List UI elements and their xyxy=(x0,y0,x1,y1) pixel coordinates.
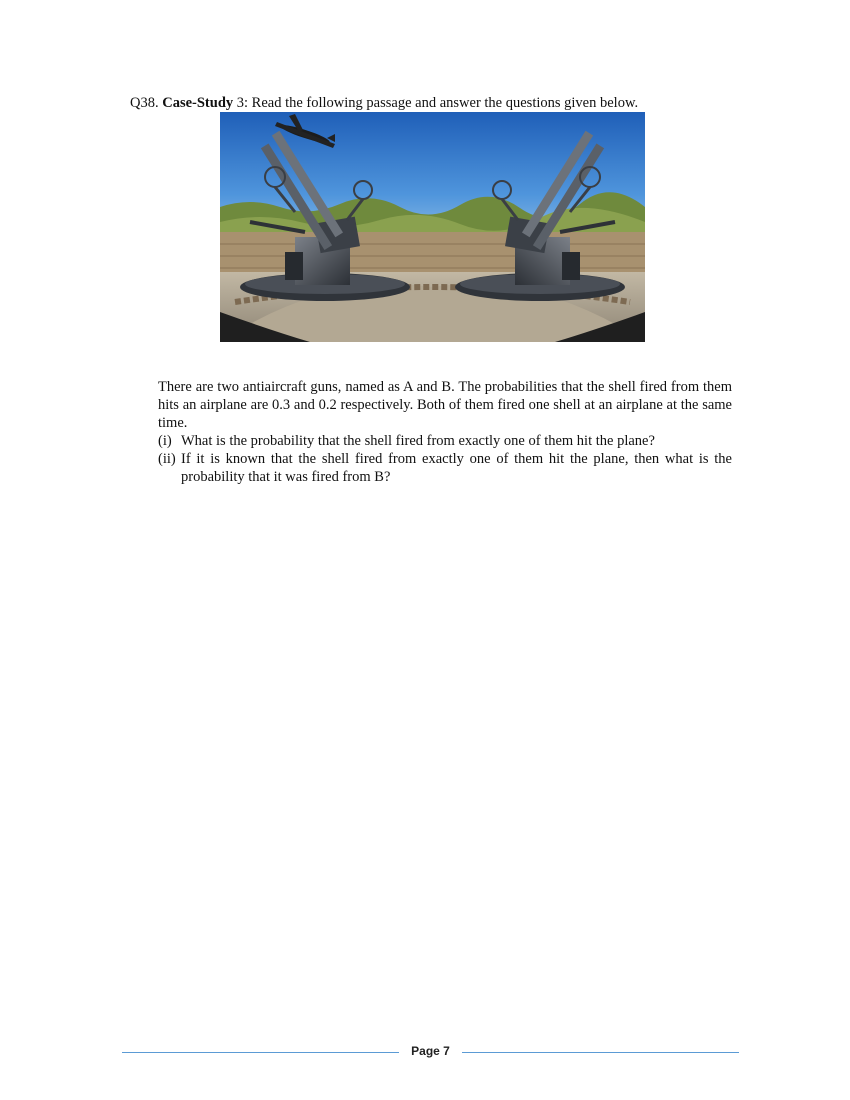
question-intro: 3: Read the following passage and answer the questions given below. xyxy=(236,95,639,111)
sub-question-text: If it is known that the shell fired from exactly one of them hit the plane, then what is the probability that it was fired from B? xyxy=(181,451,732,485)
passage-text: There are two antiaircraft guns, named as A and B. The probabilities that the shell fired from them hits an airplane are 0.3 and 0.2 respectively. Both of them fired one shell at an airplane at the same time. xyxy=(158,379,732,431)
footer-rule-left xyxy=(122,1052,399,1053)
sub-question xyxy=(158,432,732,450)
question-header xyxy=(130,94,638,112)
passage xyxy=(158,378,732,432)
page-number: Page 7 xyxy=(411,1044,450,1058)
sub-question-number: (ii) xyxy=(158,451,176,467)
antiaircraft-guns-image xyxy=(220,112,645,342)
sub-question xyxy=(158,450,732,486)
sub-question-list xyxy=(158,432,732,486)
footer-rule-right xyxy=(462,1052,739,1053)
page-footer xyxy=(122,1044,739,1064)
question-number: Q38. xyxy=(130,95,159,111)
case-study-label: Case-Study xyxy=(162,95,234,111)
sub-question-text: What is the probability that the shell fired from exactly one of them hit the plane? xyxy=(181,433,655,449)
sub-question-number: (i) xyxy=(158,433,172,449)
